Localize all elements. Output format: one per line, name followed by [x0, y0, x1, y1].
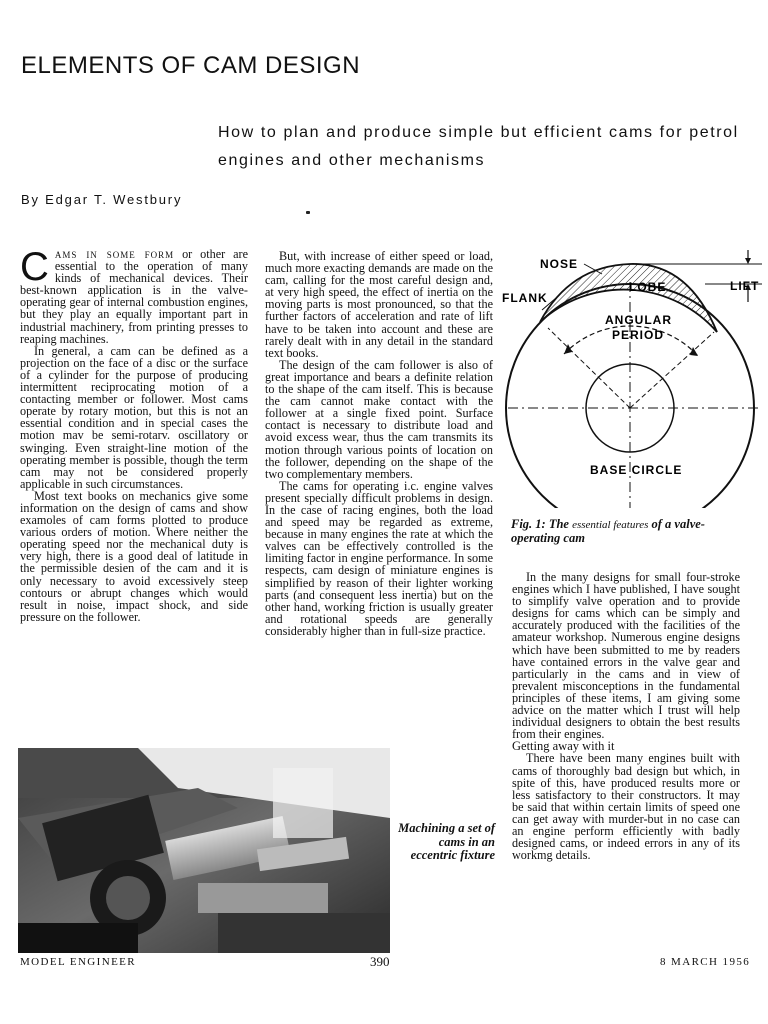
machining-photo	[18, 748, 390, 953]
lead-smallcaps: ams in some form	[54, 247, 175, 261]
paragraph: Most text books on mechanics give some information on the design of cams and show examoles of cam forms plotted to produce various orders of motion. Where neither the operating speed nor the mechanical duty is very high, there is a good deal of latitude in the permissible desien of the cam and it is only necessary to avoid excessively steep contours or abrupt changes which would result in noise, impact shock, and side pressure on the follower.	[20, 488, 248, 624]
text-column-1	[20, 245, 248, 624]
page-number: 390	[370, 954, 390, 969]
caption-light: essential features	[572, 519, 649, 531]
paragraph: In the many designs for small four-stroke engines which I have published, I have sought to simplify valve operation and to provide designs for cams which can be simply and accurately produced with the facilities of the amateur workshop. Numerous engine designs which have been submitted to me by readers have contained errors in the valve gear and particularly in the cams and in view of prevalent misconceptions in the fundamental principles of these items, I am giving some advice on the matter which I trust will help individual designers to obtain the best results from their engines.	[512, 570, 740, 742]
figure-caption	[511, 518, 741, 545]
footer-publication: MODEL ENGINEER	[20, 956, 137, 968]
paragraph: In general, a cam can be defined as a projection on the face of a disc or the surface of a cylinder for the purpose of producing intermittent reciprocating motion of a contacting member or follower. Most cams operate by rotary motion, but this is not an essential condition and in special cases the motion mav be semi-rotarv. oscillatory or swinging. Even straight-line motion of the operating member is possible, though the term cam may not be considered properly applicable in such circumstances.	[20, 343, 248, 491]
paragraph: But, with increase of either speed or load, much more exacting demands are made on the cam, calling for the most careful design and, at very high speed, the effect of inertia on the moving parts is most pronounced, so that the further factors of acceleration and rate of lift have to be taken into account and these are rarely dealt with in any detail in the standard text books.	[265, 249, 493, 360]
arrow-head	[745, 258, 751, 264]
label-base-circle: BASE CIRCLE	[590, 463, 683, 477]
subheading: Getting away with it	[512, 739, 615, 754]
label-nose: NOSE	[540, 257, 579, 271]
paragraph: The cams for operating i.c. engine valves present specially difficult problems in design. In the case of racing engines, both the load and speed may be regarded as extreme, because in many engines the rate at which the valves can be effectively controlled is the limiting factor in engine performance. In some respects, cam design of miniature engines is simplified by reason of their lighter working parts (and consequent less inertia) but on the other hand, working friction is usually greater and rotational speeds are generally considerably higher than in full-size practice.	[265, 478, 493, 638]
arrow-head	[564, 344, 572, 354]
label-flank: FLANK	[502, 291, 548, 305]
lead-text: or other are essential to the operation of many kinds of mechanical devices. Their best-known application is in the valve-operating gear of internal combustion engines, but they play an equally important part in industrial machinery, from printing presses to reaping machines.	[20, 247, 248, 346]
ornament-dot	[306, 211, 310, 214]
text-column-2	[265, 250, 493, 637]
cam-diagram	[500, 246, 768, 508]
caption-suffix: of a valve-operating cam	[511, 517, 705, 545]
article-subtitle: How to plan and produce simple but efficient cams for petrol engines and other mechanisms	[218, 124, 739, 169]
text-column-3	[512, 571, 740, 861]
paragraph: The design of the cam follower is also of great importance and bears a definite relation to the shape of the cam itself. This is because the cam cannot make contact with the follower at a single fixed point. Surface contact is necessary to distribute load and avoid excess wear, thus the cam transmits its motion through various points of location on the follower, depending on the shape of the two complementary members.	[265, 357, 493, 481]
paragraph: There have been many engines built with cams of thoroughly bad design but which, in spite of this, have produced results more or less satisfactory to their constructors. It may be said that within certain limits of speed one can get away with murder-but in no case can an engine perform efficiently with badly designed cams, or indeed errors in any of its workmg details.	[512, 751, 740, 863]
photo-caption: Machining a set of cams in an eccentric fixture	[398, 821, 495, 862]
arrow-head	[690, 347, 698, 356]
article-title: ELEMENTS OF CAM DESIGN	[21, 52, 361, 79]
label-angular: ANGULAR	[605, 313, 672, 327]
drop-cap: C	[20, 245, 49, 289]
paragraph-lead	[20, 245, 248, 346]
caption-prefix: Fig. 1: The	[511, 517, 569, 531]
article-byline: By Edgar T. Westbury	[21, 192, 183, 207]
label-lift: LIFT	[730, 279, 760, 293]
label-lobe: LOBE	[629, 280, 667, 294]
label-period: PERIOD	[612, 328, 665, 342]
footer-date: 8 MARCH 1956	[660, 956, 751, 968]
